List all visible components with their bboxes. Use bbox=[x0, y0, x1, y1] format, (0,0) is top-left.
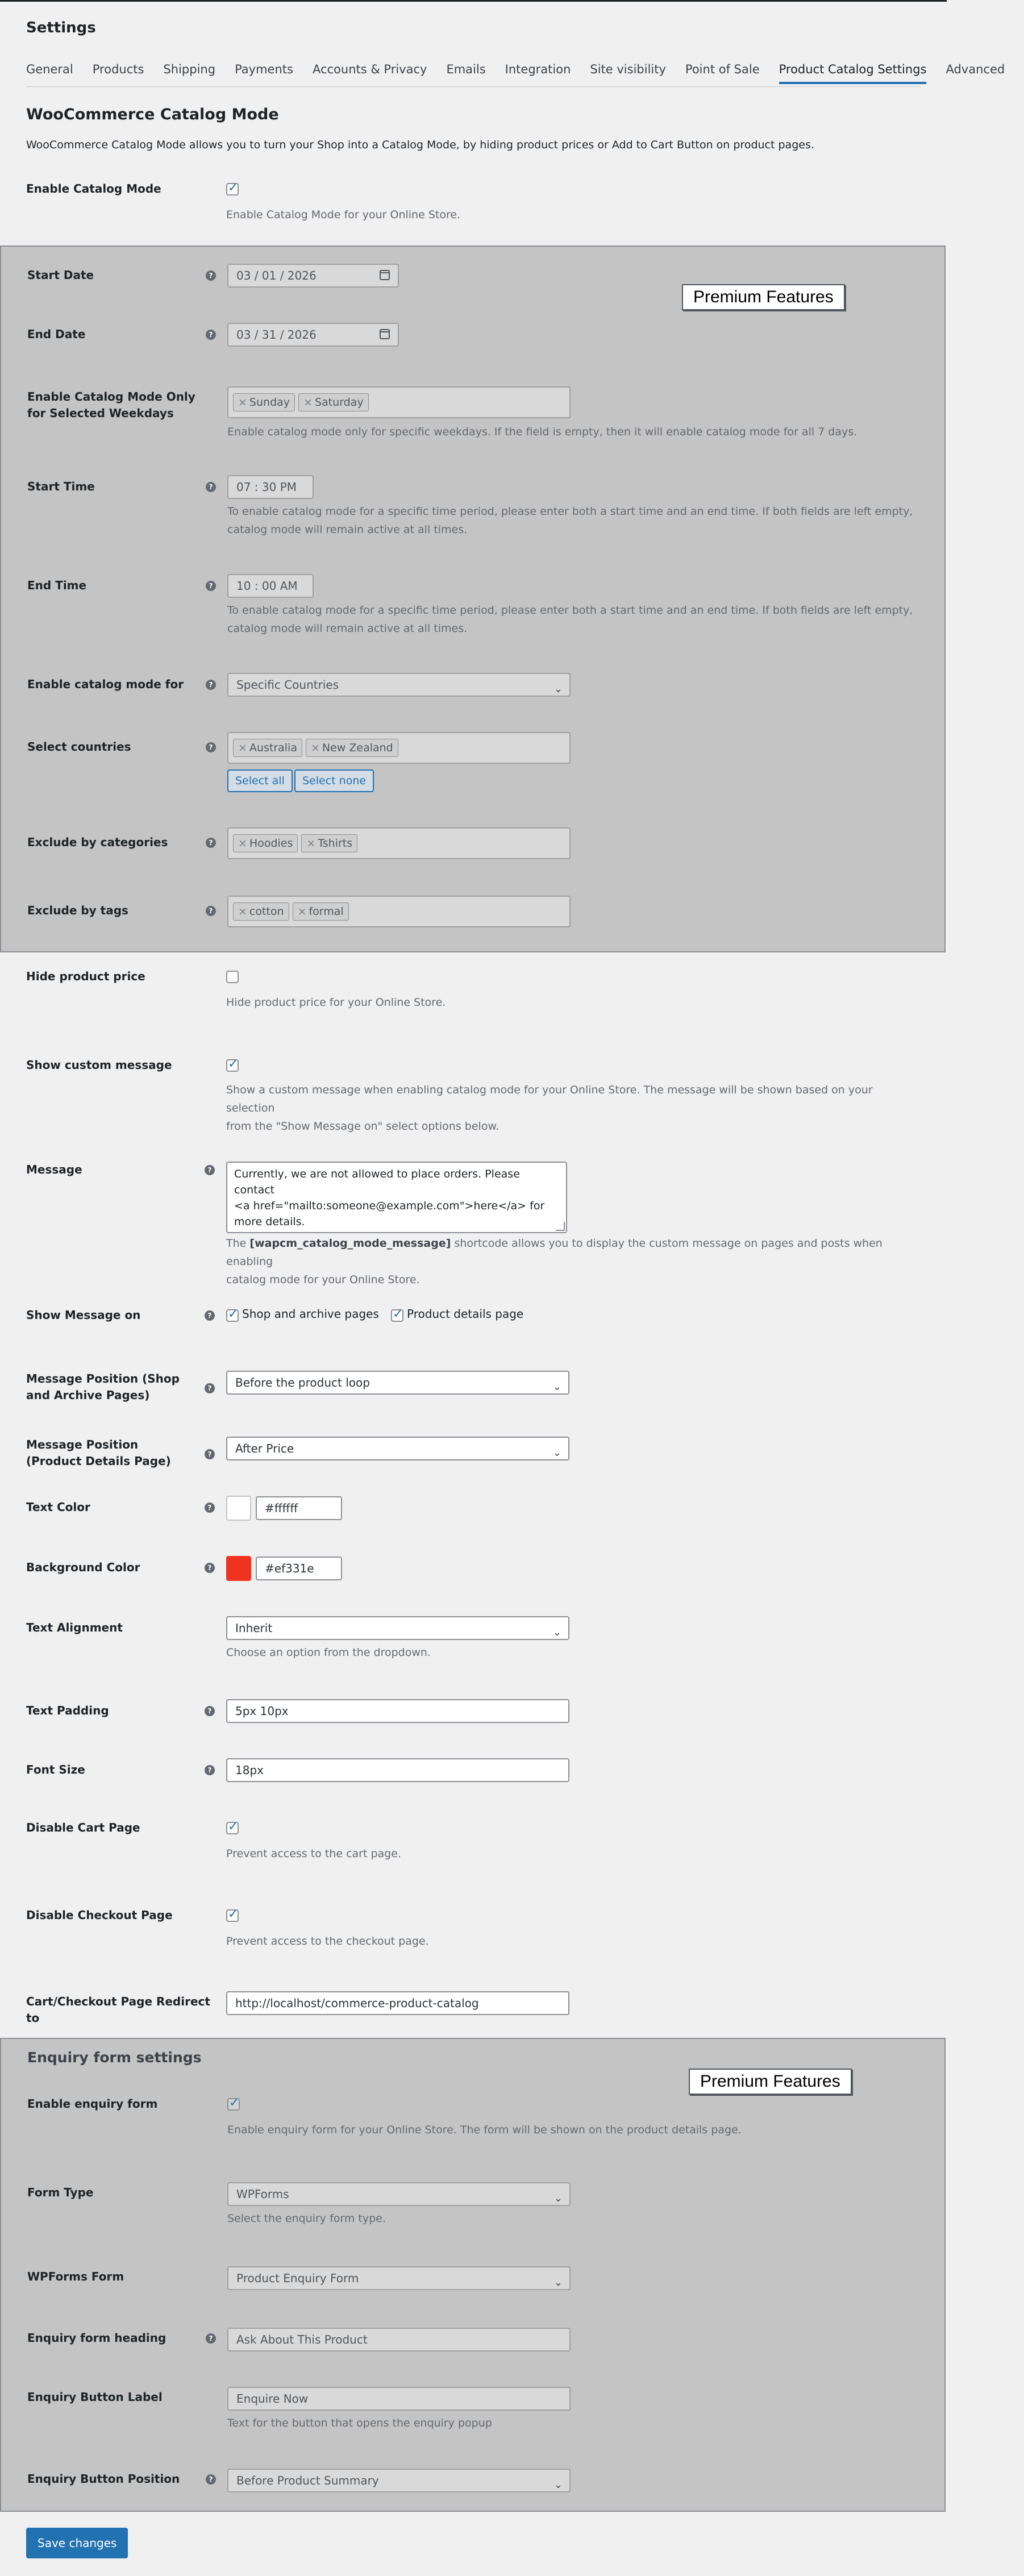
help-icon[interactable]: ? bbox=[206, 742, 216, 752]
end-date-label: End Date bbox=[27, 327, 86, 341]
enquiry-enable-checkbox[interactable] bbox=[227, 2098, 240, 2111]
tab-advanced[interactable]: Advanced bbox=[946, 63, 1005, 76]
select-all-button[interactable]: Select all bbox=[227, 769, 293, 792]
help-icon[interactable]: ? bbox=[206, 680, 216, 690]
enable-catalog-checkbox[interactable] bbox=[226, 183, 239, 195]
weekdays-label: Enable Catalog Mode Only for Selected Weekdays bbox=[27, 390, 195, 420]
section-intro: WooCommerce Catalog Mode allows you to turn your Shop into a Catalog Mode, by hiding product prices or Add to Cart Button on product pages. bbox=[26, 139, 814, 151]
help-icon[interactable]: ? bbox=[206, 330, 216, 340]
disable-cart-desc: Prevent access to the cart page. bbox=[226, 1847, 401, 1860]
countries-label: Select countries bbox=[27, 740, 131, 754]
text-alignment-select[interactable]: Inherit ⌄ bbox=[226, 1616, 569, 1640]
redirect-input[interactable]: http://localhost/commerce-product-catalog bbox=[226, 1991, 569, 2015]
enquiry-heading-label: Enquiry form heading bbox=[27, 2331, 166, 2345]
disable-checkout-desc: Prevent access to the checkout page. bbox=[226, 1935, 429, 1947]
help-icon[interactable]: ? bbox=[205, 1563, 215, 1573]
calendar-icon[interactable] bbox=[380, 270, 390, 280]
form-type-select[interactable]: WPForms ⌄ bbox=[227, 2182, 571, 2206]
enquiry-button-label-desc: Text for the button that opens the enquiry popup bbox=[227, 2417, 492, 2429]
disable-checkout-label: Disable Checkout Page bbox=[26, 1908, 173, 1922]
help-icon[interactable]: ? bbox=[205, 1706, 215, 1716]
weekdays-select[interactable] bbox=[227, 386, 571, 418]
end-time-desc: To enable catalog mode for a specific time period, please enter both a start time and an end time. If both fields are left empty, catalog mode will remain active at all times. bbox=[227, 604, 913, 635]
token-australia[interactable]: × Australia bbox=[233, 739, 302, 757]
hide-price-checkbox[interactable] bbox=[226, 971, 239, 983]
font-size-label: Font Size bbox=[26, 1763, 85, 1776]
help-icon[interactable]: ? bbox=[205, 1449, 215, 1459]
section-title: WooCommerce Catalog Mode bbox=[26, 106, 279, 123]
token-hoodies[interactable]: × Hoodies bbox=[233, 834, 298, 852]
countries-select[interactable] bbox=[227, 732, 571, 764]
start-time-desc: To enable catalog mode for a specific time period, please enter both a start time and an end time. If both fields are left empty, catalog mode will remain active at all times. bbox=[227, 505, 913, 536]
start-date-label: Start Date bbox=[27, 268, 94, 282]
resize-handle[interactable] bbox=[556, 1222, 565, 1231]
text-padding-label: Text Padding bbox=[26, 1704, 109, 1717]
weekdays-desc: Enable catalog mode only for specific weekdays. If the field is empty, then it will enable catalog mode for all 7 days. bbox=[227, 426, 858, 438]
tab-point-of-sale[interactable]: Point of Sale bbox=[685, 63, 760, 76]
exclude-categories-label: Exclude by categories bbox=[27, 835, 168, 849]
enquiry-premium-panel bbox=[0, 2038, 946, 2512]
premium-features-label: Premium Features bbox=[689, 2069, 852, 2095]
hide-price-desc: Hide product price for your Online Store. bbox=[226, 996, 446, 1009]
enquiry-button-label-input[interactable]: Enquire Now bbox=[227, 2387, 571, 2411]
message-desc: The [wapcm_catalog_mode_message] shortcode allows you to display the custom message on pages and posts when enabling catalog mode for your Online Store. bbox=[226, 1237, 883, 1286]
redirect-label: Cart/Checkout Page Redirect to bbox=[26, 1995, 210, 2025]
tab-integration[interactable]: Integration bbox=[505, 63, 571, 76]
chevron-down-icon: ⌄ bbox=[553, 2192, 563, 2204]
message-textarea[interactable]: Currently, we are not allowed to place orders. Please contact <a href="mailto:someone@example.com">here</a> for more details. bbox=[226, 1162, 567, 1233]
bg-color-input[interactable]: #ef331e bbox=[256, 1557, 342, 1580]
enquiry-section-title: Enquiry form settings bbox=[27, 2049, 202, 2066]
product-details-label: Product details page bbox=[407, 1307, 524, 1321]
font-size-input[interactable]: 18px bbox=[226, 1758, 569, 1782]
token-cotton[interactable]: × cotton bbox=[233, 902, 289, 921]
tab-product-catalog-settings[interactable]: Product Catalog Settings bbox=[779, 63, 927, 84]
token-tshirts[interactable]: × Tshirts bbox=[301, 834, 357, 852]
start-date-input[interactable]: 03 / 01 / 2026 bbox=[227, 264, 399, 288]
bg-color-label: Background Color bbox=[26, 1560, 140, 1574]
chevron-down-icon: ⌄ bbox=[552, 1626, 561, 1638]
msg-pos-details-label: Message Position (Product Details Page) bbox=[26, 1438, 171, 1468]
form-type-desc: Select the enquiry form type. bbox=[227, 2212, 386, 2225]
enquiry-button-position-label: Enquiry Button Position bbox=[27, 2472, 180, 2486]
enquiry-heading-input[interactable]: Ask About This Product bbox=[227, 2328, 571, 2352]
premium-features-panel bbox=[0, 245, 946, 952]
text-alignment-desc: Choose an option from the dropdown. bbox=[226, 1646, 431, 1659]
enquiry-button-label-label: Enquiry Button Label bbox=[27, 2390, 163, 2404]
premium-features-label: Premium Features bbox=[682, 284, 845, 310]
start-time-input[interactable]: 07 : 30 PM bbox=[227, 475, 314, 499]
enquiry-enable-desc: Enable enquiry form for your Online Store. The form will be shown on the product details page. bbox=[227, 2124, 742, 2136]
help-icon[interactable]: ? bbox=[205, 1503, 215, 1513]
top-border bbox=[0, 0, 947, 2]
exclude-tags-label: Exclude by tags bbox=[27, 904, 128, 917]
help-icon[interactable]: ? bbox=[206, 270, 216, 281]
enable-catalog-desc: Enable Catalog Mode for your Online Store. bbox=[226, 209, 461, 221]
form-type-label: Form Type bbox=[27, 2186, 94, 2199]
help-icon[interactable]: ? bbox=[206, 838, 216, 848]
show-message-on-label: Show Message on bbox=[26, 1308, 141, 1322]
hide-price-label: Hide product price bbox=[26, 969, 145, 983]
enable-catalog-label: Enable Catalog Mode bbox=[26, 182, 161, 195]
tab-payments[interactable]: Payments bbox=[235, 63, 293, 76]
tabs-divider bbox=[26, 86, 921, 87]
help-icon[interactable]: ? bbox=[206, 2474, 216, 2485]
tab-general[interactable]: General bbox=[26, 63, 73, 76]
text-color-label: Text Color bbox=[26, 1500, 90, 1514]
enable-for-label: Enable catalog mode for bbox=[27, 677, 184, 691]
product-details-checkbox[interactable] bbox=[391, 1309, 403, 1322]
chevron-down-icon: ⌄ bbox=[553, 2479, 563, 2491]
exclude-categories-select[interactable] bbox=[227, 827, 571, 859]
end-date-input[interactable]: 03 / 31 / 2026 bbox=[227, 323, 399, 347]
enquiry-enable-label: Enable enquiry form bbox=[27, 2097, 158, 2111]
token-sunday[interactable]: × Sunday bbox=[233, 393, 295, 411]
tab-shipping[interactable]: Shipping bbox=[163, 63, 216, 76]
exclude-tags-select[interactable] bbox=[227, 896, 571, 927]
text-padding-input[interactable]: 5px 10px bbox=[226, 1699, 569, 1723]
tab-accounts-privacy[interactable]: Accounts & Privacy bbox=[312, 63, 427, 76]
end-time-label: End Time bbox=[27, 579, 87, 592]
select-none-button[interactable]: Select none bbox=[294, 769, 374, 792]
enable-for-select[interactable]: Specific Countries ⌄ bbox=[227, 673, 571, 697]
text-color-input[interactable]: #ffffff bbox=[256, 1496, 342, 1520]
calendar-icon[interactable] bbox=[380, 329, 390, 339]
chevron-down-icon: ⌄ bbox=[553, 2277, 563, 2288]
tab-emails[interactable]: Emails bbox=[446, 63, 486, 76]
chevron-down-icon: ⌄ bbox=[552, 1447, 561, 1459]
msg-pos-details-select[interactable]: After Price ⌄ bbox=[226, 1437, 569, 1460]
text-color-swatch[interactable] bbox=[226, 1496, 251, 1521]
enquiry-button-position-select[interactable]: Before Product Summary ⌄ bbox=[227, 2469, 571, 2492]
help-icon[interactable]: ? bbox=[205, 1310, 215, 1321]
show-custom-message-desc: Show a custom message when enabling catalog mode for your Online Store. The message will be shown based on your selection from the "Show Message on" select options below. bbox=[226, 1084, 873, 1133]
show-custom-message-checkbox[interactable] bbox=[226, 1059, 239, 1072]
settings-tabs bbox=[26, 63, 1024, 84]
save-changes-button[interactable]: Save changes bbox=[26, 2528, 128, 2558]
tab-site-visibility[interactable]: Site visibility bbox=[590, 63, 666, 76]
message-label: Message bbox=[26, 1163, 82, 1176]
help-icon[interactable]: ? bbox=[206, 2333, 216, 2344]
chevron-down-icon: ⌄ bbox=[552, 1381, 561, 1393]
bg-color-swatch[interactable] bbox=[226, 1556, 251, 1581]
wpforms-form-label: WPForms Form bbox=[27, 2270, 124, 2283]
help-icon[interactable]: ? bbox=[206, 482, 216, 492]
end-time-input[interactable]: 10 : 00 AM bbox=[227, 574, 314, 598]
token-new-zealand[interactable]: × New Zealand bbox=[306, 739, 398, 757]
token-saturday[interactable]: × Saturday bbox=[298, 393, 369, 411]
msg-pos-shop-select[interactable]: Before the product loop ⌄ bbox=[226, 1371, 569, 1395]
tab-products[interactable]: Products bbox=[92, 63, 144, 76]
disable-cart-label: Disable Cart Page bbox=[26, 1821, 140, 1834]
chevron-down-icon: ⌄ bbox=[553, 683, 563, 695]
disable-checkout-checkbox[interactable] bbox=[226, 1909, 239, 1922]
token-formal[interactable]: × formal bbox=[293, 902, 349, 921]
disable-cart-checkbox[interactable] bbox=[226, 1822, 239, 1834]
msg-pos-shop-label: Message Position (Shop and Archive Pages) bbox=[26, 1372, 180, 1402]
help-icon[interactable]: ? bbox=[206, 906, 216, 916]
text-alignment-label: Text Alignment bbox=[26, 1621, 123, 1634]
help-icon[interactable]: ? bbox=[205, 1165, 215, 1175]
help-icon[interactable]: ? bbox=[206, 581, 216, 591]
help-icon[interactable]: ? bbox=[205, 1383, 215, 1393]
shop-archive-label: Shop and archive pages bbox=[242, 1307, 379, 1321]
help-icon[interactable]: ? bbox=[205, 1765, 215, 1775]
shop-archive-checkbox[interactable] bbox=[226, 1309, 239, 1322]
wpforms-form-select[interactable]: Product Enquiry Form ⌄ bbox=[227, 2266, 571, 2290]
start-time-label: Start Time bbox=[27, 480, 95, 493]
show-custom-message-label: Show custom message bbox=[26, 1058, 172, 1072]
page-title: Settings bbox=[26, 19, 96, 36]
